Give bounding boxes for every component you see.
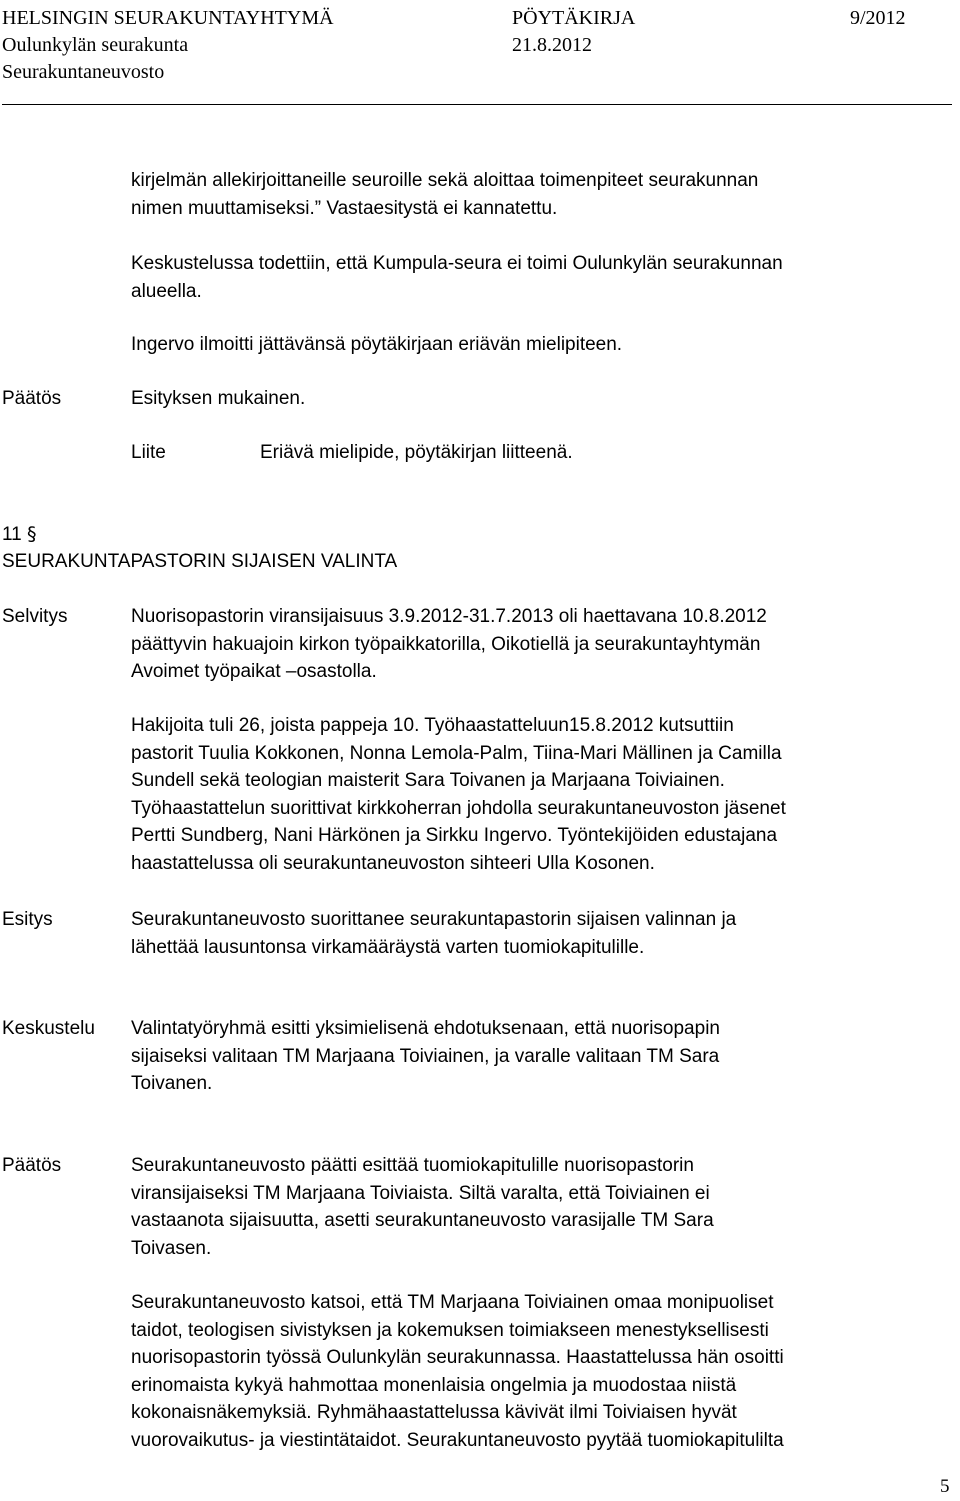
text-line: Seurakuntaneuvosto suorittanee seurakuntapastorin sijaisen valinnan ja (131, 909, 737, 930)
text-line: erinomaista kykyä hahmottaa monenlaisia ongelmia ja muodostaa niistä (131, 1374, 737, 1396)
text-line: päättyvin hakuajoin kirkon työpaikkatorilla, Oikotiellä ja seurakuntayhtymän (131, 633, 761, 655)
text-line: Hakijoita tuli 26, joista pappeja 10. Työhaastatteluun15.8.2012 kutsuttiin (131, 715, 734, 736)
text-line: haastattelussa oli seurakuntaneuvoston sihteeri Ulla Kosonen. (131, 852, 655, 874)
selvitys-paragraph-1 (131, 603, 767, 686)
text-line: Avoimet työpaikat –osastolla. (131, 661, 377, 682)
section-number-line (2, 521, 37, 549)
text-line: kirjelmän allekirjoittaneille seuroille sekä aloittaa toimenpiteet seurakunnan (131, 170, 759, 191)
header-date: 21.8.2012 (512, 34, 592, 56)
esitys-paragraph (131, 906, 736, 961)
text-line: Seurakuntaneuvosto katsoi, että TM Marjaana Toiviainen omaa monipuoliset (131, 1292, 774, 1313)
page-number: 5 (940, 1476, 950, 1497)
text-line: vuorovaikutus- ja viestintätaidot. Seurakuntaneuvosto pyytää tuomiokapitulilta (131, 1429, 784, 1451)
text-line: Sundell sekä teologian maisterit Sara Toivanen ja Marjaana Toiviainen. (131, 770, 725, 791)
paatos-paragraph-2 (131, 1289, 784, 1454)
header-org: HELSINGIN SEURAKUNTAYHTYMÄ (2, 7, 334, 29)
paatos-paragraph-1 (131, 1152, 714, 1262)
decision-text-1: Esityksen mukainen. (131, 388, 306, 409)
selvitys-paragraph-2 (131, 712, 786, 877)
text-line: Keskustelussa todettiin, että Kumpula-seura ei toimi Oulunkylän seurakunnan (131, 253, 783, 274)
text-line: Nuorisopastorin viransijaisuus 3.9.2012-31.7.2013 oli haettavana 10.8.2012 (131, 606, 767, 627)
section-symbol: § (27, 523, 37, 545)
decision-label-1: Päätös (2, 388, 62, 409)
attachment-text: Eriävä mielipide, pöytäkirjan liitteenä. (260, 442, 573, 463)
text-line: kokonaisnäkemyksiä. Ryhmähaastattelussa kävivät ilmi Toiviaisen hyvät (131, 1402, 737, 1423)
keskustelu-paragraph (131, 1015, 720, 1098)
intro-paragraph-1 (131, 167, 758, 222)
header-doc-number: 9/2012 (850, 7, 906, 29)
attachment-label: Liite (131, 442, 166, 463)
text-line: lähettää lausuntonsa virkamääräystä varten tuomiokapitulille. (131, 936, 645, 958)
text-line: Työhaastattelun suorittivat kirkkoherran johdolla seurakuntaneuvoston jäsenet (131, 797, 786, 819)
text-line: sijaiseksi valitaan TM Marjaana Toiviainen, ja varalle valitaan TM Sara (131, 1045, 720, 1067)
header-body: Seurakuntaneuvosto (2, 61, 165, 83)
text-line: Toivasen. (131, 1237, 212, 1259)
keskustelu-label: Keskustelu (2, 1018, 95, 1039)
paatos-label: Päätös (2, 1155, 62, 1176)
text-line: viransijaiseksi TM Marjaana Toiviaista. Siltä varalta, että Toiviainen ei (131, 1182, 710, 1204)
text-line: alueella. (131, 280, 202, 302)
header-rule (2, 104, 952, 105)
text-line: nuorisopastorin työssä Oulunkylän seurakunnassa. Haastattelussa hän osoitti (131, 1347, 784, 1368)
esitys-label: Esitys (2, 909, 53, 930)
text-line: vastaanota sijaisuutta, asetti seurakuntaneuvosto varasijalle TM Sara (131, 1210, 714, 1231)
intro-paragraph-2 (131, 250, 783, 305)
section-number: 11 (2, 524, 22, 545)
section-title: SEURAKUNTAPASTORIN SIJAISEN VALINTA (2, 551, 398, 572)
text-line: Pertti Sundberg, Nani Härkönen ja Sirkku Ingervo. Työntekijöiden edustajana (131, 825, 778, 846)
text-line: pastorit Tuulia Kokkonen, Nonna Lemola-Palm, Tiina-Mari Mällinen ja Camilla (131, 742, 782, 764)
header-doc-type: PÖYTÄKIRJA (512, 7, 636, 29)
header-parish: Oulunkylän seurakunta (2, 34, 189, 56)
selvitys-label: Selvitys (2, 606, 68, 627)
intro-paragraph-3 (131, 331, 622, 359)
text-line: Seurakuntaneuvosto päätti esittää tuomiokapitulille nuorisopastorin (131, 1155, 694, 1176)
text-line: taidot, teologisen sivistyksen ja kokemuksen toimiakseen menestyksellisesti (131, 1319, 769, 1341)
text-line: Ingervo ilmoitti jättävänsä pöytäkirjaan eriävän mielipiteen. (131, 334, 623, 355)
text-line: Toivanen. (131, 1073, 213, 1094)
text-line: Valintatyöryhmä esitti yksimielisenä ehdotuksenaan, että nuorisopapin (131, 1018, 720, 1039)
text-line: nimen muuttamiseksi.” Vastaesitystä ei kannatettu. (131, 197, 558, 219)
